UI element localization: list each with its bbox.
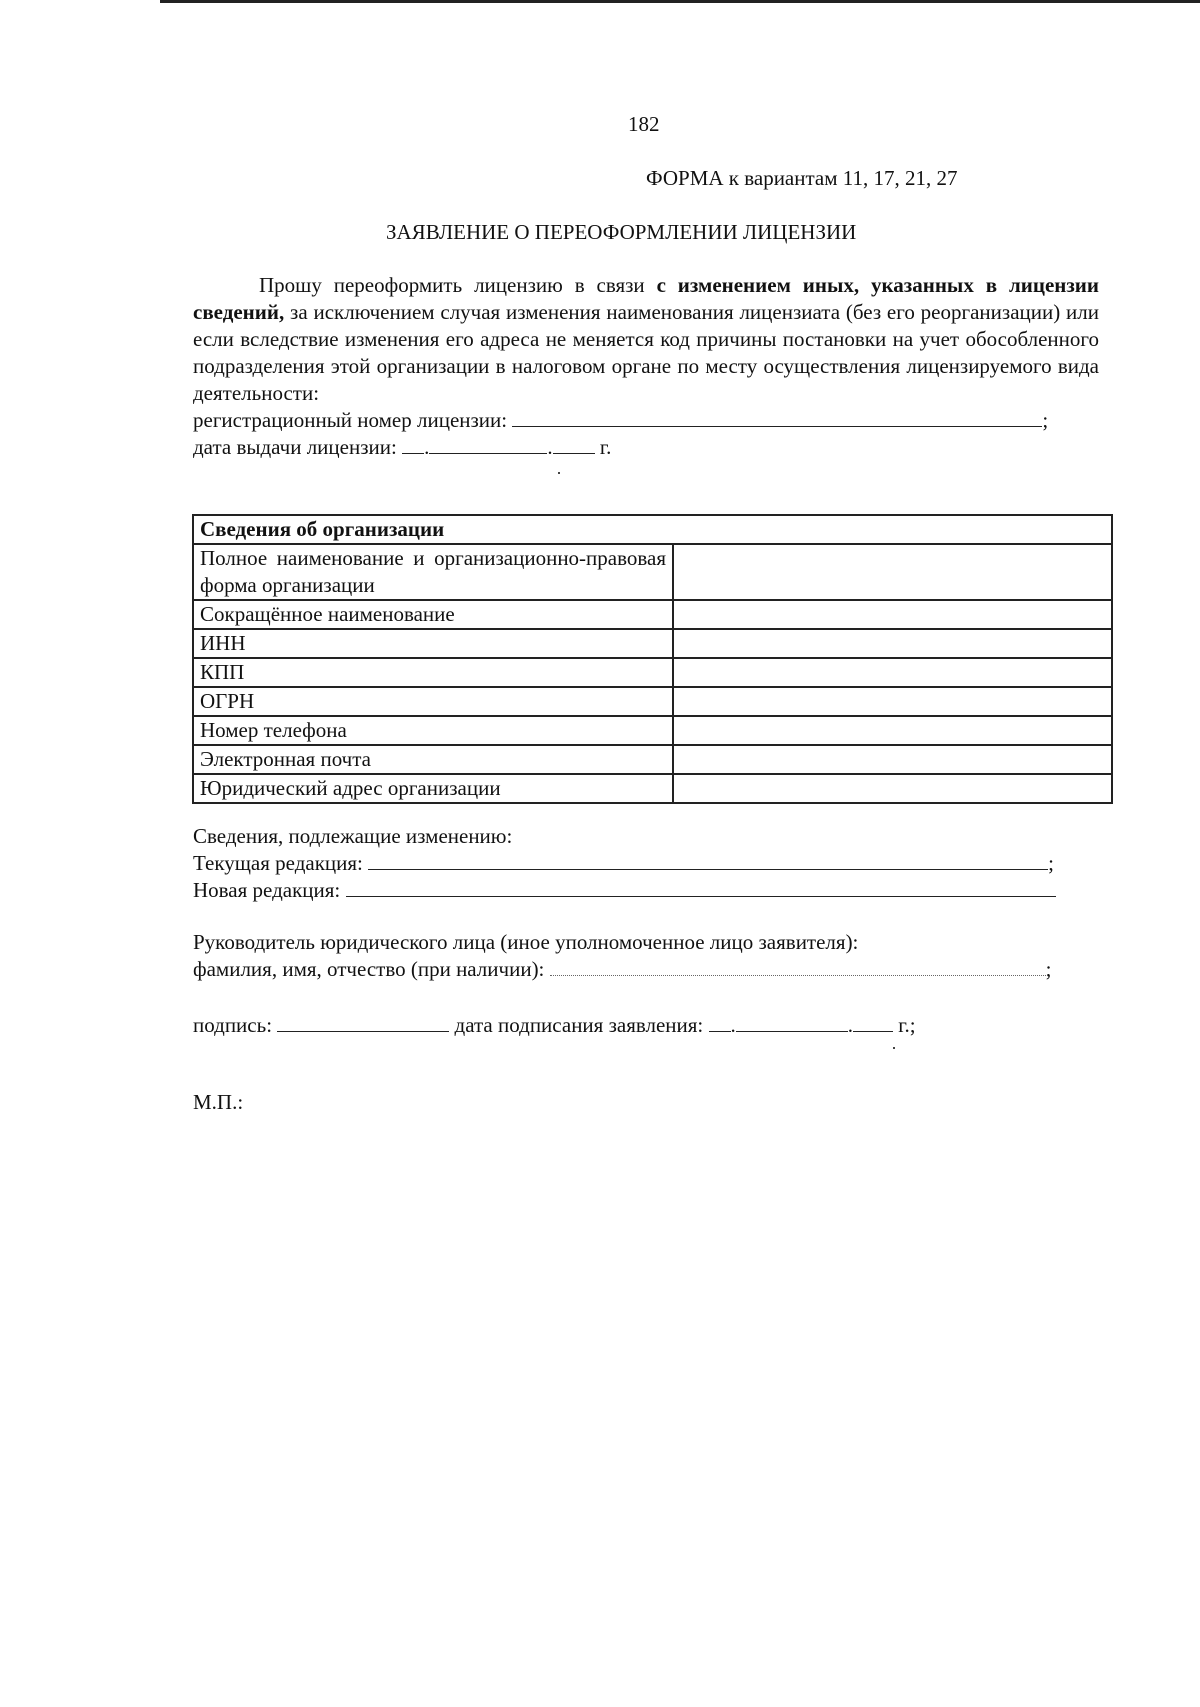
- table-row: [193, 716, 1112, 745]
- current-edition-field[interactable]: [368, 851, 1048, 870]
- date-separator: .: [424, 435, 430, 459]
- signature-row: [193, 1013, 916, 1038]
- table-row: [193, 687, 1112, 716]
- signer-name-end: ;: [1045, 957, 1052, 981]
- table-row: [193, 774, 1112, 803]
- organization-info-table: [192, 514, 1113, 804]
- row-value-short-name[interactable]: [673, 600, 1112, 629]
- signer-heading: Руководитель юридического лица (иное уполномоченное лицо заявителя):: [193, 930, 859, 954]
- sign-year-field[interactable]: [853, 1013, 893, 1032]
- current-edition-end: ;: [1048, 851, 1054, 875]
- license-reg-number-field[interactable]: [512, 408, 1042, 427]
- document-title: ЗАЯВЛЕНИЕ О ПЕРЕОФОРМЛЕНИИ ЛИЦЕНЗИИ: [386, 220, 857, 244]
- signature-field[interactable]: [277, 1013, 449, 1032]
- row-label-phone: Номер телефона: [193, 716, 673, 745]
- row-label-kpp: КПП: [193, 658, 673, 687]
- intro-text-end: за исключением случая изменения наименования лицензиата (без его реорганизации) или если вследствие изменения его адреса не меняется код причины постановки на учет обособленного подразделения этой организации в налоговом органе по месту осуществления лицензируемого вида деятельности:: [193, 300, 1099, 405]
- new-edition-field[interactable]: [346, 878, 1056, 897]
- sign-day-field[interactable]: [709, 1013, 731, 1032]
- current-edition-row: [193, 851, 1054, 876]
- row-label-short-name: Сокращённое наименование: [193, 600, 673, 629]
- row-value-email[interactable]: [673, 745, 1112, 774]
- license-reg-number-end: ;: [1042, 408, 1049, 432]
- row-label-legal-address: Юридический адрес организации: [193, 774, 673, 803]
- row-value-kpp[interactable]: [673, 658, 1112, 687]
- issue-year-suffix: г.: [599, 435, 612, 459]
- row-value-inn[interactable]: [673, 629, 1112, 658]
- form-variant-label: ФОРМА к вариантам 11, 17, 21, 27: [646, 166, 958, 190]
- row-label-email: Электронная почта: [193, 745, 673, 774]
- table-row: [193, 745, 1112, 774]
- sign-year-suffix: г.;: [898, 1013, 916, 1037]
- row-value-legal-address[interactable]: [673, 774, 1112, 803]
- signer-name-field[interactable]: [550, 957, 1046, 976]
- table-row: [193, 544, 1112, 600]
- date-separator: .: [847, 1013, 854, 1037]
- top-border-rule: [160, 0, 1200, 3]
- signer-name-row: [193, 957, 1052, 982]
- signer-name-label: фамилия, имя, отчество (при наличии):: [193, 957, 545, 981]
- row-value-full-name[interactable]: [673, 544, 1112, 600]
- sign-month-field[interactable]: [736, 1013, 848, 1032]
- row-value-ogrn[interactable]: [673, 687, 1112, 716]
- table-row: [193, 629, 1112, 658]
- license-issue-date-row: [193, 435, 611, 460]
- row-label-ogrn: ОГРН: [193, 687, 673, 716]
- date-separator: .: [730, 1013, 736, 1037]
- scan-speck: [558, 472, 560, 474]
- row-label-full-name: Полное наименование и организационно-правовая форма организации: [193, 544, 673, 600]
- intro-text-start: Прошу переоформить лицензию в связи: [259, 273, 657, 297]
- table-header: Сведения об организации: [193, 515, 1112, 544]
- stamp-label: М.П.:: [193, 1090, 244, 1114]
- current-edition-label: Текущая редакция:: [193, 851, 363, 875]
- license-issue-date-label: дата выдачи лицензии:: [193, 435, 397, 459]
- row-value-phone[interactable]: [673, 716, 1112, 745]
- intro-text-bold: с изменением иных, указанных в лицензии сведений,: [193, 273, 1099, 324]
- issue-day-field[interactable]: [402, 435, 424, 454]
- changes-heading: Сведения, подлежащие изменению:: [193, 824, 513, 848]
- issue-year-field[interactable]: [553, 435, 595, 454]
- issue-month-field[interactable]: [429, 435, 547, 454]
- table-header-row: [193, 515, 1112, 544]
- table-row: [193, 600, 1112, 629]
- scan-speck: [893, 1047, 895, 1049]
- license-reg-number-row: [193, 408, 1048, 433]
- new-edition-label: Новая редакция:: [193, 878, 341, 902]
- license-reg-number-label: регистрационный номер лицензии:: [193, 408, 508, 432]
- new-edition-row: [193, 878, 1056, 903]
- row-label-inn: ИНН: [193, 629, 673, 658]
- intro-paragraph: [193, 272, 1099, 407]
- table-row: [193, 658, 1112, 687]
- date-separator: .: [547, 435, 553, 459]
- signature-label: подпись:: [193, 1013, 273, 1037]
- sign-date-label: дата подписания заявления:: [454, 1013, 704, 1037]
- page-number: 182: [628, 112, 660, 136]
